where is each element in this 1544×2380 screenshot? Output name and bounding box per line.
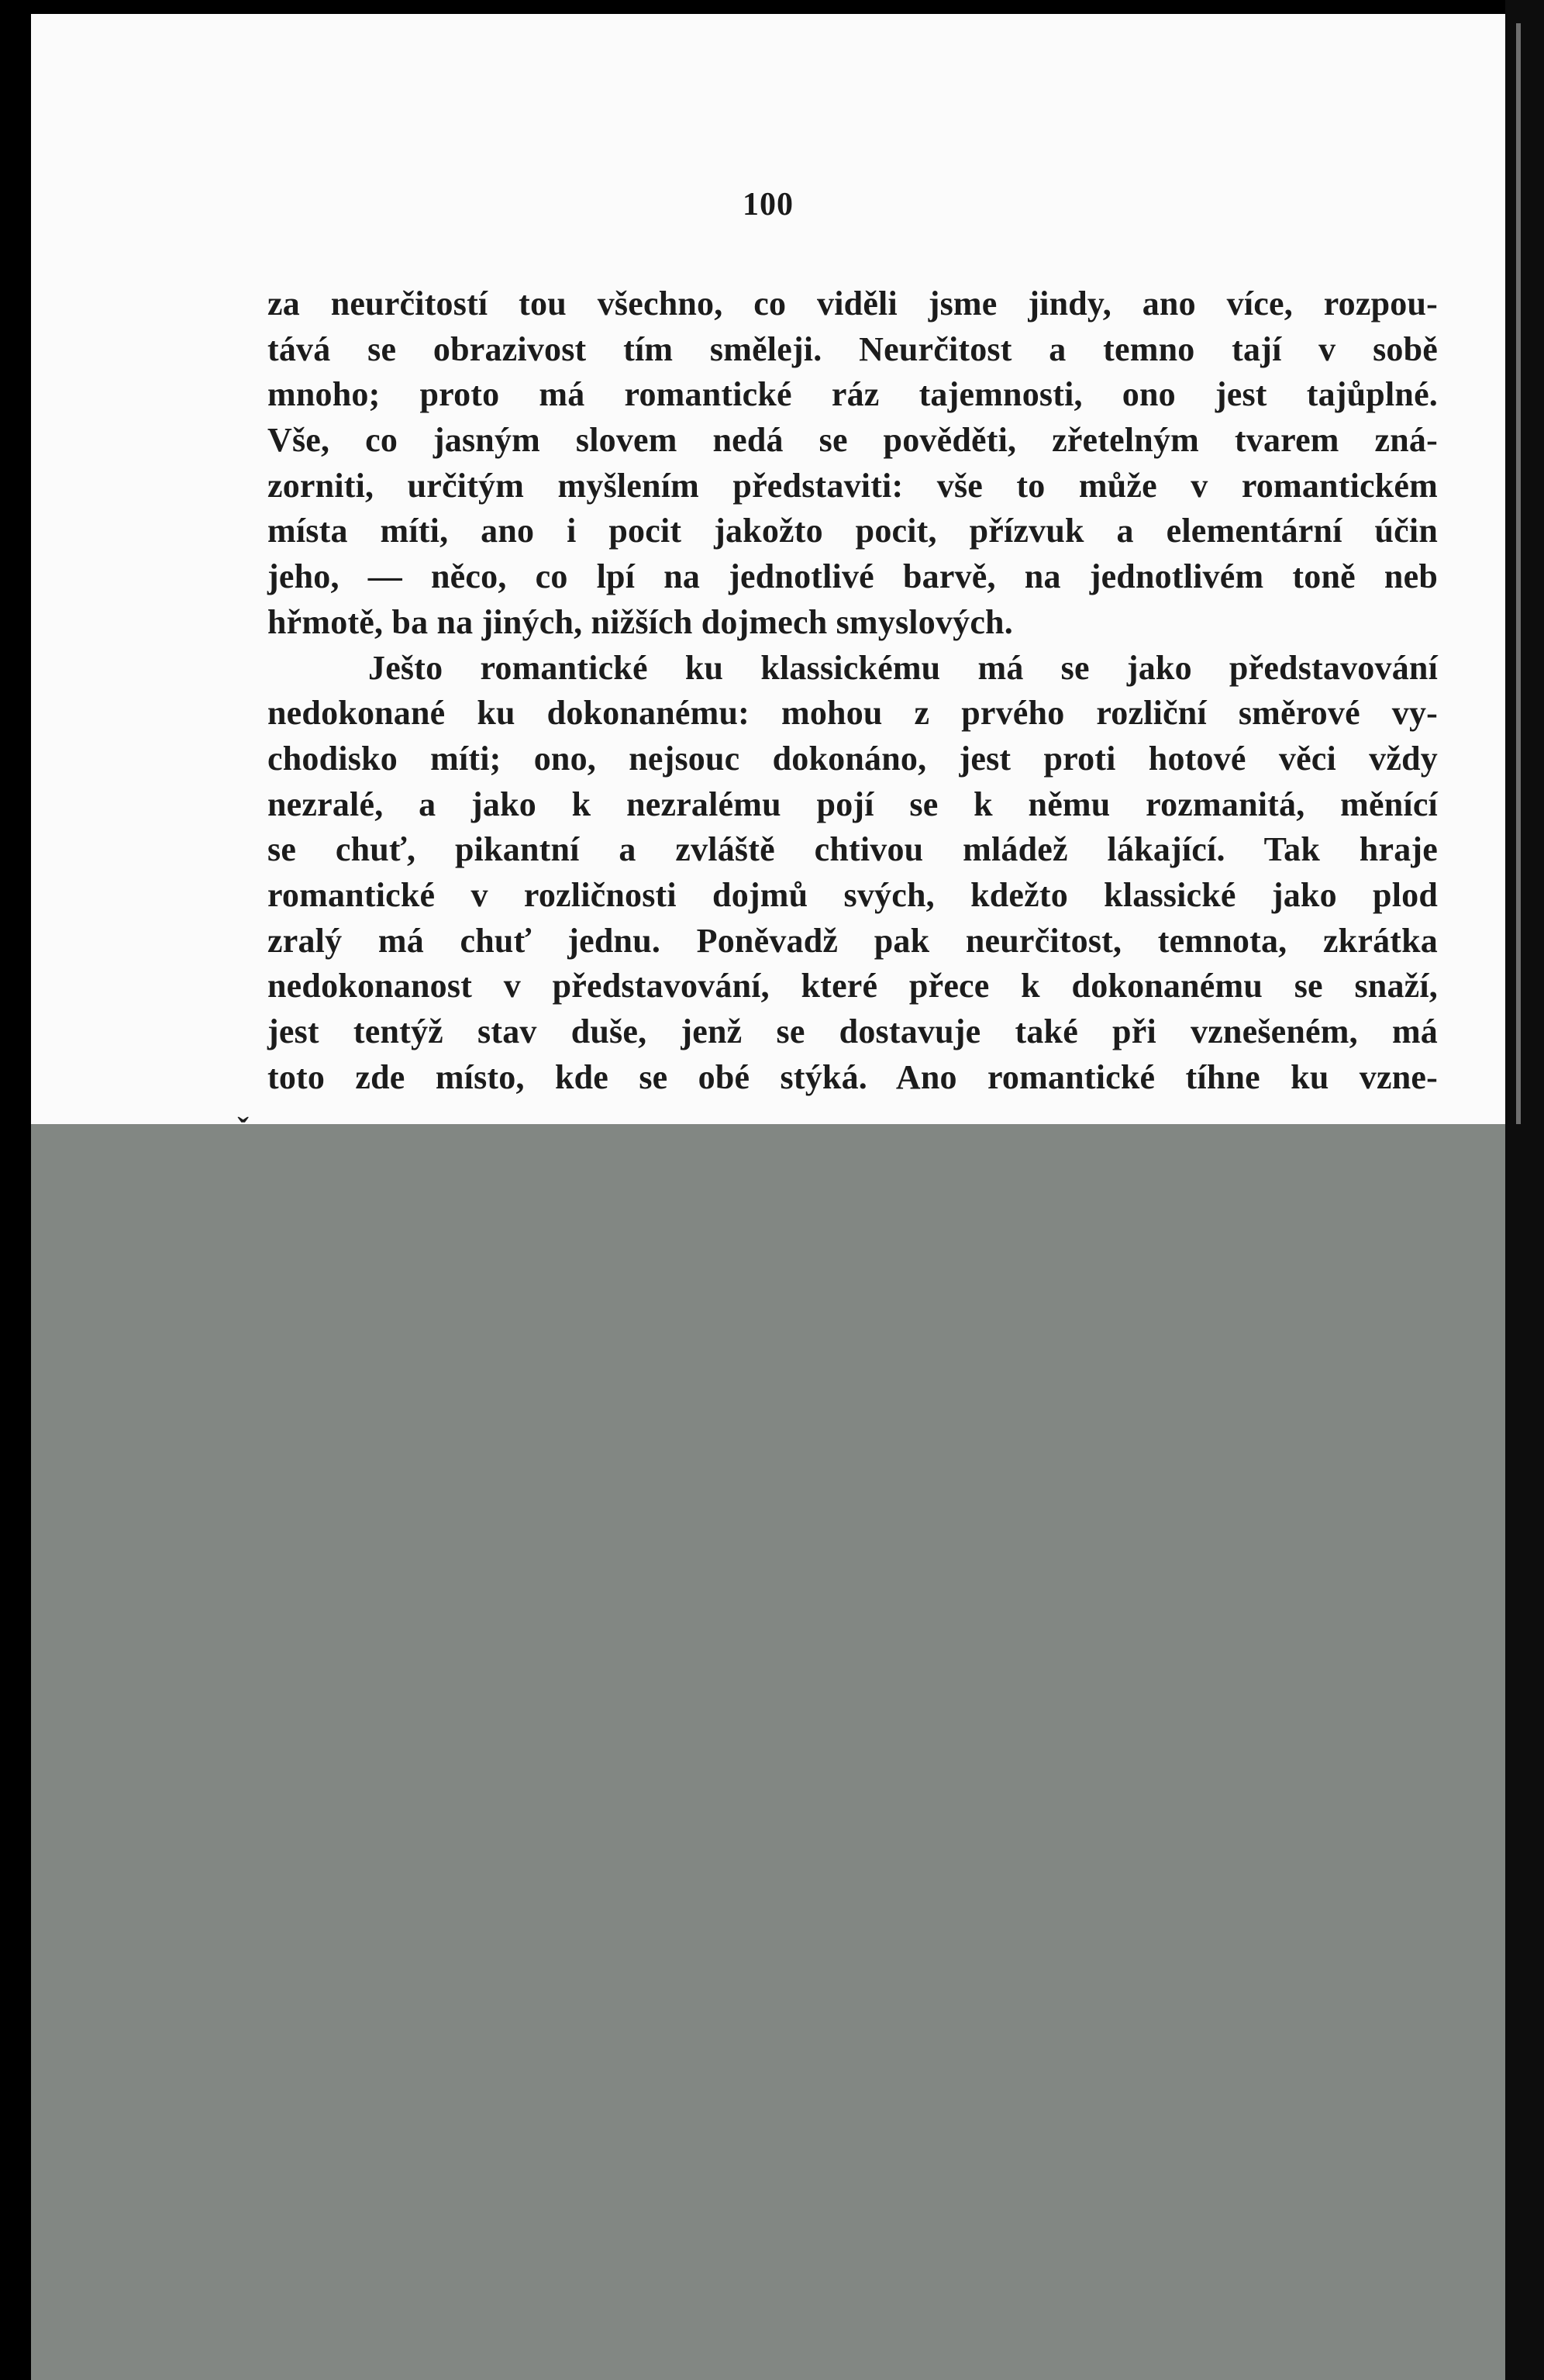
page-number: 100 xyxy=(743,187,794,222)
body-text xyxy=(267,281,1438,1100)
text-line: jest tentýž stav duše, jenž se dostavuje také při vznešeném, má xyxy=(267,1012,1438,1050)
text-line: hřmotě, ba na jiných, nižších dojmech smyslových. xyxy=(267,602,1013,641)
page-edge-highlight xyxy=(1516,23,1521,1124)
text-line: chodisko míti; ono, nejsouc dokonáno, jest proti hotové věci vždy xyxy=(267,739,1438,778)
text-line: tává se obrazivost tím směleji. Neurčitost a temno tají v sobě xyxy=(267,329,1438,368)
scan-edge xyxy=(1505,0,1544,2380)
text-line: nedokonanost v představování, které přece k dokonanému se snaží, xyxy=(267,967,1438,1005)
text-line: místa míti, ano i pocit jakožto pocit, přízvuk a elementární účin xyxy=(267,512,1438,550)
text-line: nezralé, a jako k nezralému pojí se k němu rozmanitá, měnící xyxy=(267,785,1438,823)
text-line: Vše, co jasným slovem nedá se pověděti, zřetelným tvarem zná- xyxy=(267,421,1438,460)
text-line: romantické v rozličnosti dojmů svých, kdežto klassické jako plod xyxy=(267,875,1438,914)
text-line: mnoho; proto má romantické ráz tajemnosti, ono jest tajůplné. xyxy=(267,375,1438,414)
gray-occlusion-area xyxy=(31,1124,1544,2380)
text-line: se chuť, pikantní a zvláště chtivou mládež lákající. Tak hraje xyxy=(267,830,1438,869)
text-line: Ješto romantické ku klassickému má se jako představování xyxy=(368,648,1438,687)
text-line: nedokonané ku dokonanému: mohou z prvého rozliční směrové vy- xyxy=(267,694,1438,733)
text-line: toto zde místo, kde se obé stýká. Ano romantické tíhne ku vzne- xyxy=(267,1057,1438,1096)
text-line: za neurčitostí tou všechno, co viděli jsme jindy, ano více, rozpou- xyxy=(267,285,1438,323)
text-line: zorniti, určitým myšlením představiti: vše to může v romantickém xyxy=(267,466,1438,505)
cut-off-text-fragment xyxy=(236,1110,267,1124)
text-line: zralý má chuť jednu. Poněvadž pak neurčitost, temnota, zkrátka xyxy=(267,921,1438,960)
text-line: jeho, — něco, co lpí na jednotlivé barvě, na jednotlivém toně neb xyxy=(267,557,1438,596)
